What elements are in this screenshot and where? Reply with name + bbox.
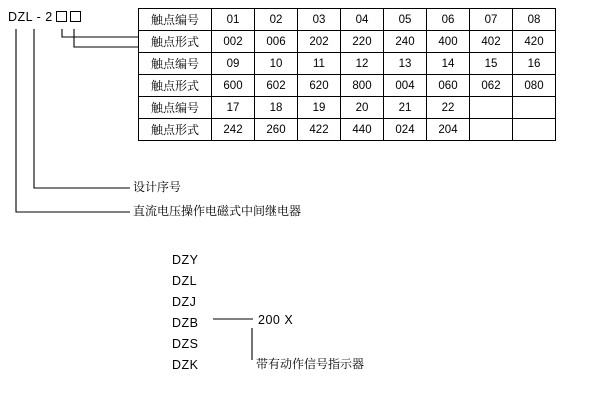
cell: 15 bbox=[470, 53, 513, 75]
row-header: 触点编号 bbox=[139, 97, 212, 119]
indicator-note-label: 带有动作信号指示器 bbox=[256, 357, 365, 371]
row-header: 触点形式 bbox=[139, 75, 212, 97]
cell: 08 bbox=[513, 9, 556, 31]
cell: 420 bbox=[513, 31, 556, 53]
cell: 05 bbox=[384, 9, 427, 31]
table-row bbox=[139, 75, 556, 97]
cell bbox=[513, 119, 556, 141]
row-header: 触点编号 bbox=[139, 9, 212, 31]
row-header: 触点形式 bbox=[139, 31, 212, 53]
cell: 602 bbox=[255, 75, 298, 97]
cell: 21 bbox=[384, 97, 427, 119]
cell: 09 bbox=[212, 53, 255, 75]
table-row bbox=[139, 97, 556, 119]
cell bbox=[513, 97, 556, 119]
cell: 600 bbox=[212, 75, 255, 97]
row-header: 触点形式 bbox=[139, 119, 212, 141]
contacts-table-wrapper bbox=[138, 8, 556, 141]
cell: 01 bbox=[212, 9, 255, 31]
cell: 19 bbox=[298, 97, 341, 119]
table-row bbox=[139, 9, 556, 31]
cell: 024 bbox=[384, 119, 427, 141]
cell: 11 bbox=[298, 53, 341, 75]
cell: 002 bbox=[212, 31, 255, 53]
cell: 204 bbox=[427, 119, 470, 141]
callout-design-serial: 设计序号 bbox=[133, 180, 182, 194]
series-item-dzl: DZL bbox=[172, 274, 198, 288]
cell: 12 bbox=[341, 53, 384, 75]
series-item-dzb: DZB bbox=[172, 316, 199, 330]
model-code-box-1 bbox=[56, 11, 67, 22]
cell: 004 bbox=[384, 75, 427, 97]
cell bbox=[470, 97, 513, 119]
cell: 240 bbox=[384, 31, 427, 53]
series-list bbox=[172, 250, 199, 376]
cell: 800 bbox=[341, 75, 384, 97]
cell: 202 bbox=[298, 31, 341, 53]
cell: 422 bbox=[298, 119, 341, 141]
cell bbox=[470, 119, 513, 141]
cell: 18 bbox=[255, 97, 298, 119]
cell: 13 bbox=[384, 53, 427, 75]
series-item-dzy: DZY bbox=[172, 253, 199, 267]
cell: 400 bbox=[427, 31, 470, 53]
cell: 062 bbox=[470, 75, 513, 97]
table-row bbox=[139, 119, 556, 141]
cell: 06 bbox=[427, 9, 470, 31]
model-code-label bbox=[8, 10, 81, 24]
cell: 060 bbox=[427, 75, 470, 97]
cell: 260 bbox=[255, 119, 298, 141]
cell: 04 bbox=[341, 9, 384, 31]
cell: 220 bbox=[341, 31, 384, 53]
cell: 17 bbox=[212, 97, 255, 119]
model-code-box-2 bbox=[70, 11, 81, 22]
cell: 440 bbox=[341, 119, 384, 141]
cell: 22 bbox=[427, 97, 470, 119]
model-code-prefix: DZL - 2 bbox=[8, 10, 53, 24]
contacts-table-body bbox=[139, 9, 556, 141]
table-row bbox=[139, 31, 556, 53]
cell: 402 bbox=[470, 31, 513, 53]
cell: 20 bbox=[341, 97, 384, 119]
cell: 07 bbox=[470, 9, 513, 31]
cell: 006 bbox=[255, 31, 298, 53]
series-item-dzj: DZJ bbox=[172, 295, 197, 309]
cell: 10 bbox=[255, 53, 298, 75]
row-header: 触点编号 bbox=[139, 53, 212, 75]
cell: 16 bbox=[513, 53, 556, 75]
contacts-table bbox=[138, 8, 556, 141]
series-item-dzk: DZK bbox=[172, 358, 199, 372]
series-item-dzs: DZS bbox=[172, 337, 199, 351]
series-code-label: 200 X bbox=[258, 313, 294, 327]
cell: 02 bbox=[255, 9, 298, 31]
cell: 620 bbox=[298, 75, 341, 97]
cell: 03 bbox=[298, 9, 341, 31]
cell: 080 bbox=[513, 75, 556, 97]
cell: 242 bbox=[212, 119, 255, 141]
cell: 14 bbox=[427, 53, 470, 75]
table-row bbox=[139, 53, 556, 75]
callout-device-name: 直流电压操作电磁式中间继电器 bbox=[133, 204, 302, 218]
